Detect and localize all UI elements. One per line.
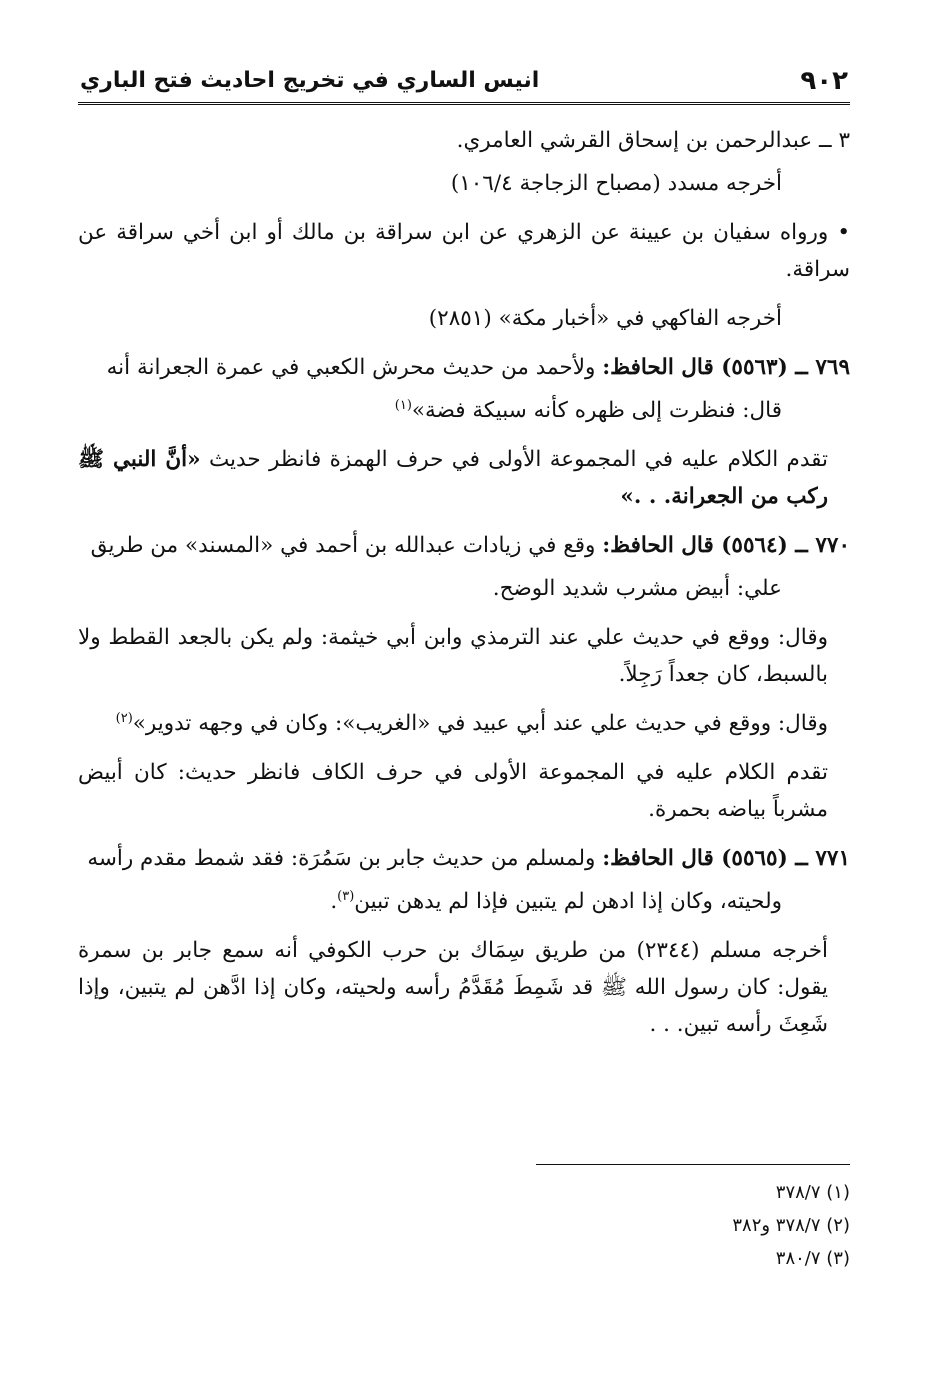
commentary-paragraph: تقدم الكلام عليه في المجموعة الأولى في حرف الكاف فانظر حديث: كان أبيض مشرباً بياضه بحمرة. xyxy=(78,760,828,822)
footnote-marker: (٢) xyxy=(115,710,133,726)
footnote-separator xyxy=(536,1164,850,1165)
commentary-paragraph: تقدم الكلام عليه في المجموعة الأولى في حرف الهمزة فانظر حديث «أنَّ النبي ﷺ ركب من الجعرانة. . .» xyxy=(78,447,828,509)
entry-continuation: ولحيته، وكان إذا ادهن لم يتبين فإذا لم يدهن تبين$^{(٣)}$. xyxy=(330,888,782,914)
running-title: انيس الساري في تخريج احاديث فتح الباري xyxy=(80,68,540,93)
quote-paragraph: وقال: ووقع في حديث علي عند أبي عبيد في «الغريب»: وكان في وجهه تدوير»$^{(٢)}$ xyxy=(115,710,828,736)
entry-continuation: علي: أبيض مشرب شديد الوضح. xyxy=(492,576,782,601)
footnote-marker: (٣) xyxy=(337,888,355,904)
takhrij-paragraph: أخرجه مسلم (٢٣٤٤) من طريق سِمَاك بن حرب الكوفي أنه سمع جابر بن سمرة يقول: كان رسول الله ﷺ قد شَمِطَ مُقَدَّمُ رأسه ولحيته، وكان إذا ادَّهن لم يتبين، وإذا شَعِثَ رأسه تبين. . . xyxy=(78,938,828,1037)
hadith-entry-769 xyxy=(78,349,850,386)
page-header xyxy=(78,62,850,105)
hadith-entry-770 xyxy=(78,527,850,564)
quoted-hadith: «أنَّ النبي ﷺ ركب من الجعرانة. . .» xyxy=(78,447,828,509)
entry-text: ولأحمد من حديث محرش الكعبي في عمرة الجعرانة أنه xyxy=(106,355,603,380)
entry-text: ولمسلم من حديث جابر بن سَمُرَة: فقد شمط مقدم رأسه xyxy=(87,846,603,871)
bullet-paragraph: • ورواه سفيان بن عيينة عن الزهري عن ابن سراقة بن مالك أو ابن أخي سراقة عن سراقة. xyxy=(78,220,850,282)
source-reference: أخرجه مسدد (مصباح الزجاجة ١٠٦/٤) xyxy=(450,171,782,196)
entry-continuation: قال: فنظرت إلى ظهره كأنه سبيكة فضة»$^{(١)}$ xyxy=(394,397,782,423)
footnote-marker: (١) xyxy=(394,397,412,413)
quote-paragraph: وقال: ووقع في حديث علي عند الترمذي وابن أبي خيثمة: ولم يكن بالجعد القطط ولا بالسبط، كان جعداً رَجِلاً. xyxy=(78,625,828,687)
source-reference: أخرجه الفاكهي في «أخبار مكة» (٢٨٥١) xyxy=(428,306,782,331)
entry-heading: ٧٦٩ ــ (٥٥٦٣) قال الحافظ: xyxy=(602,355,850,380)
page-number: ٩٠٢ xyxy=(800,66,848,96)
footnote-3: (٣) ٣٨٠/٧ xyxy=(775,1248,850,1269)
entry-text: وقع في زيادات عبدالله بن أحمد في «المسند» من طريق xyxy=(90,533,603,558)
page-body xyxy=(78,122,850,1055)
entry-heading: ٧٧١ ــ (٥٥٦٥) قال الحافظ: xyxy=(602,846,850,871)
narrator-item: ٣ ــ عبدالرحمن بن إسحاق القرشي العامري. xyxy=(456,128,850,153)
footnotes xyxy=(530,1176,850,1275)
hadith-entry-771 xyxy=(78,840,850,877)
footnote-1: (١) ٣٧٨/٧ xyxy=(775,1182,850,1203)
entry-heading: ٧٧٠ ــ (٥٥٦٤) قال الحافظ: xyxy=(602,533,850,558)
footnote-2: (٢) ٣٧٨/٧ و٣٨٢ xyxy=(732,1215,850,1236)
